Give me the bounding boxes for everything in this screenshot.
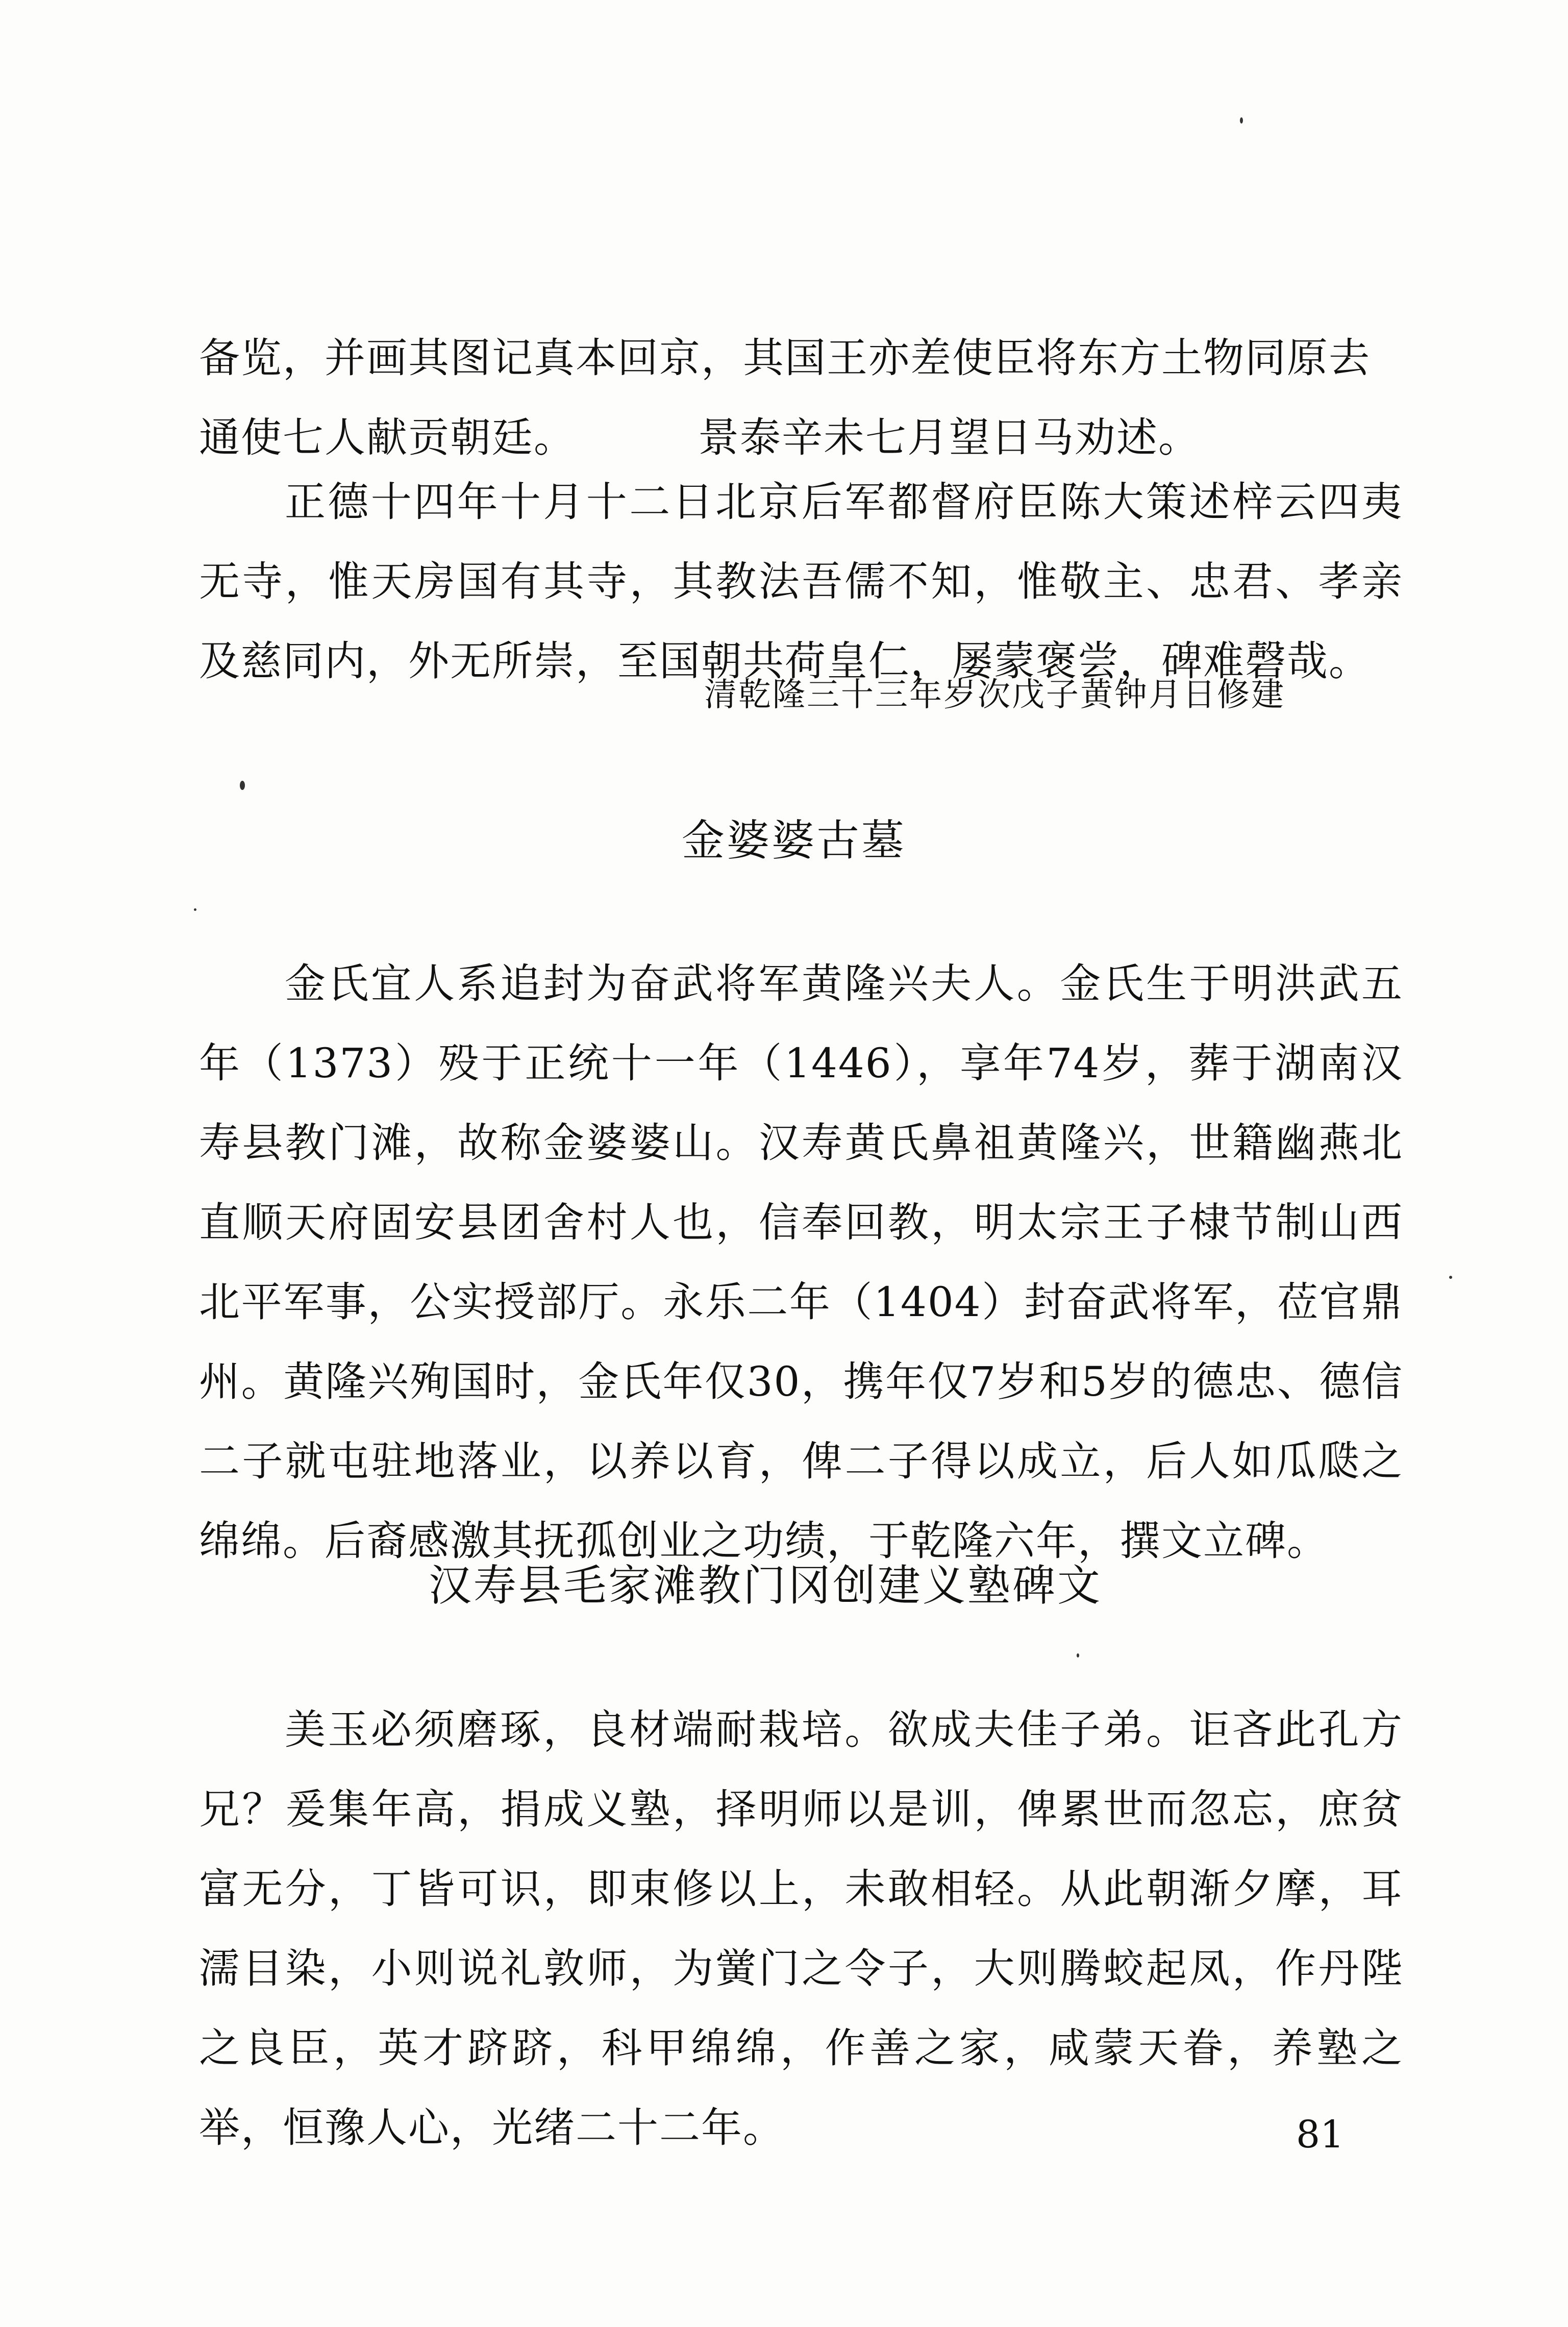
section-title-jin-tomb: 金婆婆古墓 [682, 815, 907, 865]
continuation-line-2-text: 通使七人献贡朝廷。 [199, 414, 576, 461]
scan-speck [194, 908, 196, 911]
jin-tomb-paragraph: 金氏宜人系追封为奋武将军黄隆兴夫人。金氏生于明洪武五年（1373）殁于正统十一年（1446），享年74岁，葬于湖南汉寿县教门滩，故称金婆婆山。汉寿黄氏鼻祖黄隆兴，世籍幽燕北直顺天府固安县团舍村人也，信奉回教，明太宗王子棣节制山西北平军事，公实授部厅。永乐二年（1404）封奋武将军，莅官鼎州。黄隆兴殉国时，金氏年仅30，携年仅7岁和5岁的德忠、德信二子就屯驻地落业，以养以育，俾二子得以成立，后人如瓜瓞之绵绵。后裔感激其抚孤创业之功绩，于乾隆六年，撰文立碑。 [199, 960, 1403, 1565]
inscription-dateline: 清乾隆三十三年岁次戊子黄钟月日修建 [704, 676, 1285, 714]
page-number: 81 [1296, 2113, 1345, 2157]
scan-speck [1240, 117, 1243, 123]
author-signature: 景泰辛未七月望日马劝述。 [698, 414, 1200, 461]
inscription-paragraph: 正德十四年十月十二日北京后军都督府臣陈大策述梓云四夷无寺，惟天房国有其寺，其教法吾儒不知，惟敬主、忠君、孝亲及慈同内，外无所崇，至国朝共荷皇仁，屡蒙褒尝，碑难磬哉。 [199, 478, 1403, 685]
scan-speck [240, 781, 245, 790]
scan-speck [1077, 1653, 1079, 1657]
school-stele-paragraph: 美玉必须磨琢，良材端耐栽培。欲成夫佳子弟。讵吝此孔方兄？爰集年高，捐成义塾，择明师以是训，俾累世而忽忘，庶贫富无分，丁皆可识，即束修以上，未敢相轻。从此朝渐夕摩，耳濡目染，小则说礼敦师，为黉门之令子，大则腾蛟起凤，作丹陛之良臣，英才跻跻，科甲绵绵，作善之家，咸蒙天眷，养塾之举，恒豫人心，光绪二十二年。 [199, 1706, 1403, 2151]
jin-tomb-block [199, 944, 1403, 1581]
continuation-line-1: 备览，并画其图记真本回京，其国王亦差使臣将东方土物同原去 [199, 334, 1371, 382]
inscription-block [199, 462, 1403, 701]
school-stele-block [199, 1690, 1403, 2168]
scan-speck [1449, 1276, 1452, 1279]
section-title-school-stele: 汉寿县毛家滩教门冈创建义塾碑文 [429, 1561, 1103, 1611]
continuation-block [199, 318, 1403, 478]
